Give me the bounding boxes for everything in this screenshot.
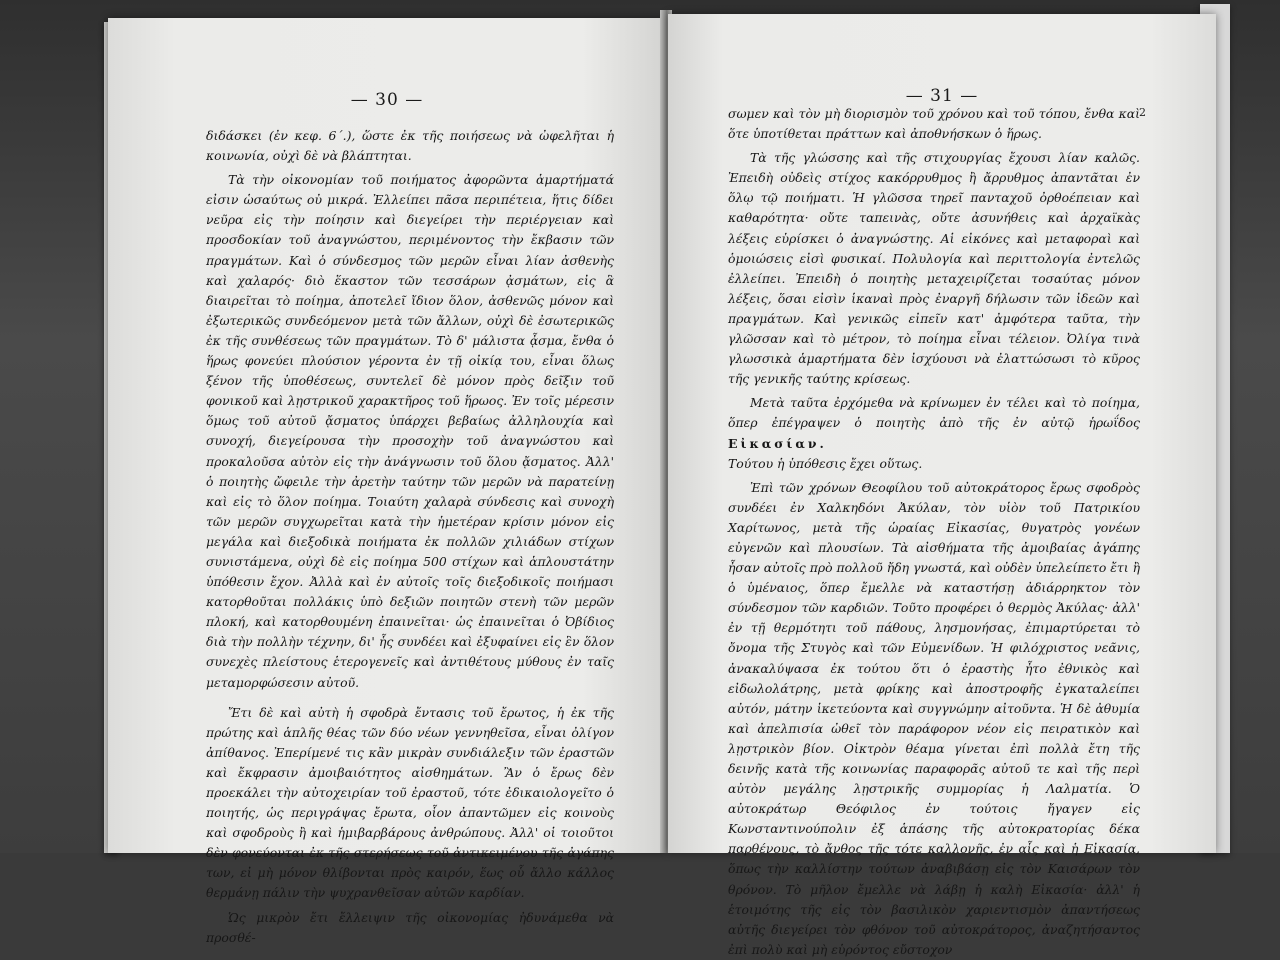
paragraph-text: Μετὰ ταῦτα ἐρχόμεθα νὰ κρίνωμεν ἐν τέλει καὶ τὸ ποίημα, ὅπερ ἐπέγραψεν ὁ ποιητὴς ἀπὸ τῆς ἐν αὐτῷ ἡρωΐδος: [728, 395, 1140, 431]
left-page: [108, 18, 666, 945]
right-page: [668, 14, 1216, 957]
page-number-right: — 31 —: [905, 86, 979, 106]
paragraph: Τὰ τὴν οἰκονομίαν τοῦ ποιήματος ἀφορῶντα ἁμαρτήματά εἰσιν ὡσαύτως οὐ μικρά. Ἐλλείπει πᾶσα περιπέτεια, ἥτις δίδει νεῦρα εἰς τὴν ποίησιν καὶ διεγείρει τὴν περιέργειαν καὶ προσδοκίαν τοῦ ἀναγνώστου, περιμένοντος τὴν ἔκβασιν τῶν πραγμάτων. Καὶ ὁ σύνδεσμος τῶν μερῶν εἶναι λίαν ἀσθενὴς καὶ χαλαρός· διὸ ἕκαστον τῶν τεσσάρων ᾀσμάτων, εἰς ἃ διαιρεῖται τὸ ποίημα, ἀποτελεῖ ἴδιον ὅλον, ἀσθενῶς μόνον καὶ ἐξωτερικῶς συνδεόμενον μετὰ τῶν ἄλλων, οὐχὶ δὲ ἐσωτερικῶς ἐκ τῆς συνθέσεως τῶν πραγμάτων. Τὸ δ' μάλιστα ᾆσμα, ἔνθα ὁ ἥρως φονεύει πλούσιον γέροντα ἐν τῇ οἰκίᾳ του, εἶναι ὅλως ξένον τῆς ὑποθέσεως, συντελεῖ δὲ μόνον πρὸς δεῖξιν τοῦ φονικοῦ καὶ λῃστρικοῦ χαρακτῆρος τοῦ ἥρωος. Ἐν τοῖς μέρεσιν ὅμως τοῦ αὐτοῦ ᾄσματος ὑπάρχει βεβαίως ἀλληλουχία καὶ συνοχή, διεγείρουσα τὴν προσοχὴν τοῦ ἀναγνώστου καὶ προκαλοῦσα αὐτὸν εἰς τὴν ἀνάγνωσιν τοῦ ὅλου ᾄσματος. Ἀλλ' ὁ ποιητὴς ὤφειλε τὴν ἀρετὴν ταύτην τῶν μερῶν νὰ παρατείνῃ καὶ εἰς τὸ ὅλον ποίημα. Τοιαύτη χαλαρὰ σύνδεσις καὶ συνοχὴ τῶν μερῶν συγχωρεῖται κατὰ τὴν ἡμετέραν κρίσιν μόνον εἰς μεγάλα καὶ διεξοδικὰ ποιήματα ἐκ πολλῶν χιλιάδων στίχων συνιστάμενα, οὐχὶ δὲ εἰς ποίημα 500 στίχων καὶ ἁπλουστάτην ὑπόθεσιν ἔχον. Ἀλλὰ καὶ ἐν αὐτοῖς τοῖς διεξοδικοῖς ποιήμασι κατορθοῦται πολλάκις ὑπὸ δεξιῶν ποιητῶν στενὴ τῶν μερῶν πλοκή, καὶ κατορθουμένη ἐπαινεῖται· ὡς ἐπαινεῖται ὁ Ὀβίδιος διὰ τὴν πολλὴν τέχνην, δι' ἧς συνδέει καὶ ἐξυφαίνει εἰς ἓν ὅλον συνεχὲς πλείστους ἑτερογενεῖς καὶ ἀντιθέτους μύθους ἐν ταῖς μεταμορφώσεσιν αὐτοῦ.: [206, 172, 614, 690]
page-number-left: — 30 —: [350, 90, 424, 110]
subtitle-line: Τούτου ἡ ὑπόθεσις ἔχει οὕτως.: [728, 455, 923, 471]
paragraph: Ὡς μικρὸν ἔτι ἔλλειψιν τῆς οἰκονομίας ἠδυνάμεθα νὰ προσθέ-: [206, 909, 614, 945]
paragraph: Τὰ τῆς γλώσσης καὶ τῆς στιχουργίας ἔχουσι λίαν καλῶς. Ἐπειδὴ οὐδεὶς στίχος κακόρρυθμος ἢ ἄρρυθμος ἀπαντᾶται ἐν ὅλῳ τῷ ποιήματι. Ἡ γλῶσσα τηρεῖ πανταχοῦ ὀρθοέπειαν καὶ καθαρότητα· οὔτε ταπεινὰς, οὔτε ἀσυνήθεις καὶ ἀρχαϊκὰς λέξεις εὑρίσκει ὁ ἀναγνώστης. Αἱ εἰκόνες καὶ μεταφοραὶ καὶ ὁμοιώσεις εἰσὶ φυσικαί. Πολυλογία καὶ περιττολογία ἐντελῶς ἐλλείπει. Ἐπειδὴ ὁ ποιητὴς μεταχειρίζεται τοσαύτας μόνον λέξεις, ὅσαι εἰσὶν ἱκαναὶ πρὸς ἐναργῆ δήλωσιν τῶν ἰδεῶν καὶ πραγμάτων. Καὶ γενικῶς εἰπεῖν κατ' ἀμφότερα ταῦτα, τὴν γλῶσσαν καὶ τὸ μέτρον, τὸ ποίημα εἶναι τέλειον. Ὀλίγα τινὰ γλωσσικὰ ἁμαρτήματα δὲν ἰσχύουσι νὰ ἐλαττώσωσι τὸ κῦρος τῆς γενικῆς ταύτης κρίσεως.: [728, 150, 1140, 387]
paragraph: Ἔτι δὲ καὶ αὐτὴ ἡ σφοδρὰ ἔντασις τοῦ ἔρωτος, ἡ ἐκ τῆς πρώτης καὶ ἁπλῆς θέας τῶν δύο νέων γεννηθεῖσα, εἶναι ὀλίγον ἀπίθανος. Ἐπερίμενέ τις κἂν μικρὰν συνδιάλεξιν τῶν ἐραστῶν καὶ ἔκφρασιν ἀμοιβαιότητος αἰσθημάτων. Ἂν ὁ ἔρως δὲν προεκάλει τὴν αὐτοχειρίαν τοῦ ἐραστοῦ, τότε ἐδικαιολογεῖτο ὁ ποιητής, ὡς περιγράψας ἔρωτα, οἷον ἀπαντῶμεν εἰς κοινοὺς καὶ σφοδροὺς ἢ καὶ ἡμιβαρβάρους ἀνθρώπους. Ἀλλ' οἱ τοιοῦτοι δὲν φονεύονται ἐκ τῆς στερήσεως τοῦ ἀντικειμένου τῆς ἀγάπης των, εἰ μὴ μόνον θλίβονται πρὸς καιρόν, ἕως οὗ ἄλλο κάλλος θερμάνῃ πάλιν τὴν ψυχρανθεῖσαν αὐτῶν καρδίαν.: [206, 704, 614, 901]
paragraph: Ἐπὶ τῶν χρόνων Θεοφίλου τοῦ αὐτοκράτορος ἔρως σφοδρὸς συνδέει ἐν Χαλκηδόνι Ἀκύλαν, τὸν υἱὸν τοῦ Πατρικίου Χαρίτωνος, μετὰ τῆς ὡραίας Εἰκασίας, θυγατρὸς γονέων εὐγενῶν καὶ πλουσίων. Τὰ αἰσθήματα τῆς ἀμοιβαίας ἀγάπης ἦσαν αὐτοῖς πρὸ πολλοῦ ἤδη γνωστά, καὶ οὐδὲν ὑπελείπετο ἔτι ἢ ὁ ὑμέναιος, ὅπερ ἔμελλε νὰ καταστήσῃ ἀδιάρρηκτον τὸν σύνδεσμον τῶν καρδιῶν. Τοῦτο προφέρει ὁ θερμὸς Ἀκύλας· ἀλλ' ἐν τῇ θερμότητι τοῦ πάθους, λησμονήσας, ἐπιμαρτύρεται τὸ ὄνομα τῆς Στυγὸς καὶ τῶν Εὐμενίδων. Ἡ φιλόχριστος νεᾶνις, ἀνακαλύψασα ἐκ τούτου ὅτι ὁ ἐραστὴς ἦτο ἐθνικὸς καὶ εἰδωλολάτρης, μετὰ φρίκης καὶ ἀποστροφῆς ἐγκαταλείπει αὐτόν, μάτην ἱκετεύοντα καὶ συγγνώμην αἰτοῦντα. Ἡ δὲ ἀθυμία καὶ ἀπελπισία ὠθεῖ τὸν παράφορον νέον εἰς πειρατικὸν καὶ λῃστρικὸν βίον. Οἰκτρὸν θέαμα γίνεται ἐπὶ πολλὰ ἔτη τῆς δεινῆς κατὰ τῆς κοινωνίας παραφορᾶς αὐτοῦ τε καὶ τῆς περὶ αὐτὸν μεγάλης λῃστρικῆς συμμορίας ἡ Λαλματία. Ὁ αὐτοκράτωρ Θεόφιλος ἐν τούτοις ἤγαγεν εἰς Κωνσταντινούπολιν ἐξ ἁπάσης τῆς αὐτοκρατορίας δέκα παρθένους, τὸ ἄνθος τῆς τότε καλλονῆς, ἐν αἷς καὶ ἡ Εἰκασία, ὅπως τὴν καλλίστην τούτων ἀναβιβάσῃ εἰς τὸν Καισάρων τὸν θρόνον. Τὸ μῆλον ἔμελλε νὰ λάβῃ ἡ καλὴ Εἰκασία· ἀλλ' ἡ ἑτοιμότης τῆς εἰς τὸν βασιλικὸν χαριεντισμὸν ἀπαντήσεως αὐτῆς διεγείρει τὸν φθόνον τοῦ αὐτοκράτορος, ἀναζητήσαντος ἐπὶ πολὺ καὶ μὴ εὑρόντος εὔστοχον: [728, 479, 1140, 957]
right-page-text: [728, 104, 1140, 960]
left-page-text: [206, 126, 614, 948]
heroine-name: Εἰκασίαν.: [728, 435, 827, 451]
paragraph: σωμεν καὶ τὸν μὴ διορισμὸν τοῦ χρόνου καὶ τοῦ τόπου, ἔνθα καὶ ὅτε ὑποτίθεται πράττων καὶ ἀποθνήσκων ὁ ἥρως.: [728, 106, 1140, 142]
paragraph: διδάσκει (ἐν κεφ. 6΄.), ὥστε ἐκ τῆς ποιήσεως νὰ ὠφελῆται ἡ κοινωνία, οὐχὶ δὲ νὰ βλάπτηται.: [206, 128, 614, 164]
paragraph: [728, 393, 1140, 473]
margin-mark: 2: [1139, 106, 1146, 119]
